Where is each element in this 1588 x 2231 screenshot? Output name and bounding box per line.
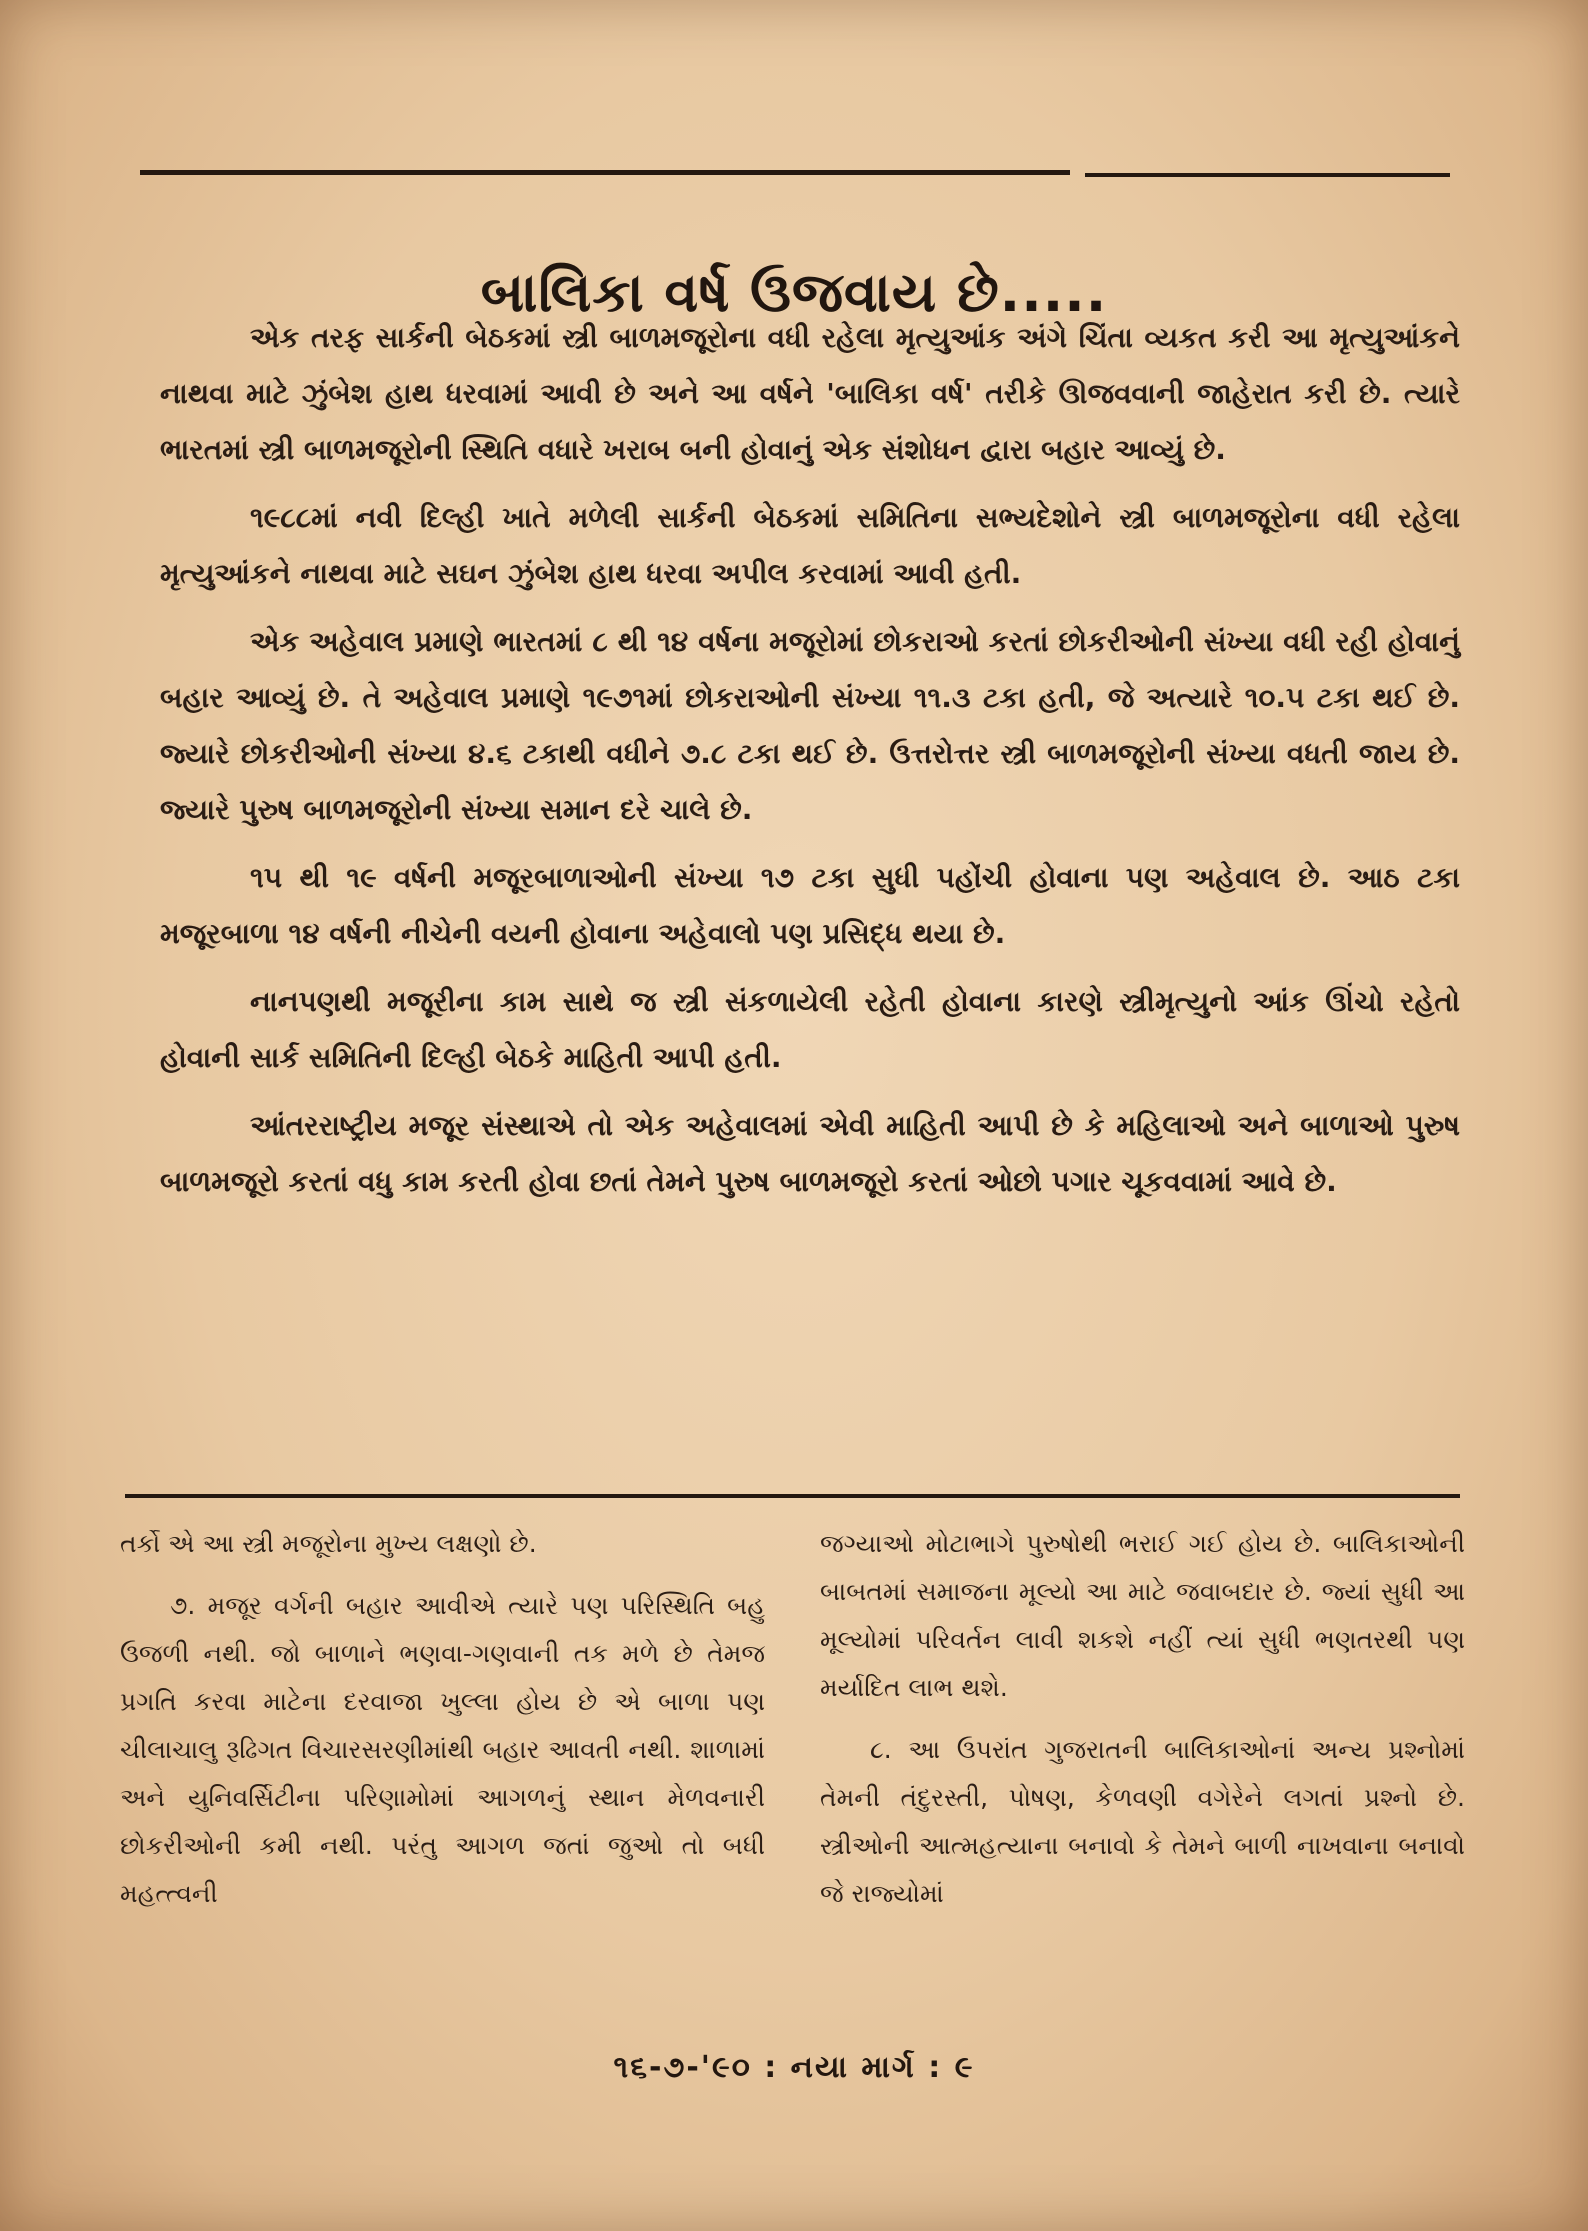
section-divider bbox=[125, 1494, 1460, 1498]
two-column-text bbox=[120, 1520, 1465, 1932]
article-paragraph-2: ૧૯૮૮માં નવી દિલ્હી ખાતે મળેલી સાર્કની બેઠકમાં સમિતિના સભ્યદેશોને સ્ત્રી બાળમજૂરોના વધી રહેલા મૃત્યુઆંકને નાથવા માટે સઘન ઝુંબેશ હાથ ધરવા અપીલ કરવામાં આવી હતી. bbox=[160, 501, 1460, 590]
article-body bbox=[160, 310, 1460, 1222]
article-paragraph-1: એક તરફ સાર્કની બેઠકમાં સ્ત્રી બાળમજૂરોના વધી રહેલા મૃત્યુઆંક અંગે ચિંતા વ્યકત કરી આ મૃત્યુઆંકને નાથવા માટે ઝુંબેશ હાથ ધરવામાં આવી છે અને આ વર્ષને 'બાલિકા વર્ષ' તરીકે ઊજવવાની જાહેરાત કરી છે. ત્યારે ભારતમાં સ્ત્રી બાળમજૂરોની સ્થિતિ વધારે ખરાબ બની હોવાનું એક સંશોધન દ્વારા બહાર આવ્યું છે. bbox=[160, 321, 1460, 466]
top-rule-left bbox=[140, 170, 1070, 175]
right-column-paragraph-1: જગ્યાઓ મોટાભાગે પુરુષોથી ભરાઈ ગઈ હોય છે. બાલિકાઓની બાબતમાં સમાજના મૂલ્યો આ માટે જવાબદાર છે. જ્યાં સુધી આ મૂલ્યોમાં પરિવર્તન લાવી શકશે નહીં ત્યાં સુધી ભણતરથી પણ મર્યાદિત લાભ થશે. bbox=[820, 1529, 1465, 1702]
article-paragraph-5: નાનપણથી મજૂરીના કામ સાથે જ સ્ત્રી સંકળાયેલી રહેતી હોવાના કારણે સ્ત્રીમૃત્યુનો આંક ઊંચો રહેતો હોવાની સાર્ક સમિતિની દિલ્હી બેઠકે માહિતી આપી હતી. bbox=[160, 985, 1460, 1074]
article-paragraph-3: એક અહેવાલ પ્રમાણે ભારતમાં ૮ થી ૧૪ વર્ષના મજૂરોમાં છોકરાઓ કરતાં છોકરીઓની સંખ્યા વધી રહી હોવાનું બહાર આવ્યું છે. તે અહેવાલ પ્રમાણે ૧૯૭૧માં છોકરાઓની સંખ્યા ૧૧.૩ ટકા હતી, જે અત્યારે ૧૦.૫ ટકા થઈ છે. જ્યારે છોકરીઓની સંખ્યા ૪.૬ ટકાથી વધીને ૭.૮ ટકા થઈ છે. ઉત્તરોત્તર સ્ત્રી બાળમજૂરોની સંખ્યા વધતી જાય છે. જ્યારે પુરુષ બાળમજૂરોની સંખ્યા સમાન દરે ચાલે છે. bbox=[160, 625, 1460, 826]
right-column bbox=[820, 1520, 1465, 1932]
left-column bbox=[120, 1520, 765, 1932]
page-footer: ૧૬-૭-'૯૦ : નયા માર્ગ : ૯ bbox=[613, 2050, 975, 2085]
article-paragraph-4: ૧૫ થી ૧૯ વર્ષની મજૂરબાળાઓની સંખ્યા ૧૭ ટકા સુધી પહોંચી હોવાના પણ અહેવાલ છે. આઠ ટકા મજૂરબાળા ૧૪ વર્ષની નીચેની વયની હોવાના અહેવાલો પણ પ્રસિદ્ધ થયા છે. bbox=[160, 861, 1460, 950]
top-rule-right bbox=[1085, 173, 1450, 177]
article-paragraph-6: આંતરરાષ્ટ્રીય મજૂર સંસ્થાએ તો એક અહેવાલમાં એવી માહિતી આપી છે કે મહિલાઓ અને બાળાઓ પુરુષ બાળમજૂરો કરતાં વધુ કામ કરતી હોવા છતાં તેમને પુરુષ બાળમજૂરો કરતાં ઓછો પગાર ચૂકવવામાં આવે છે. bbox=[160, 1109, 1460, 1198]
left-column-paragraph-2: ૭. મજૂર વર્ગની બહાર આવીએ ત્યારે પણ પરિસ્થિતિ બહુ ઉજળી નથી. જો બાળાને ભણવા-ગણવાની તક મળે છે તેમજ પ્રગતિ કરવા માટેના દરવાજા ખુલ્લા હોય છે એ બાળા પણ ચીલાચાલુ રૂઢિગત વિચારસરણીમાંથી બહાર આવતી નથી. શાળામાં અને યુનિવર્સિટીના પરિણામોમાં આગળનું સ્થાન મેળવનારી છોકરીઓની કમી નથી. પરંતુ આગળ જતાં જુઓ તો બધી મહત્ત્વની bbox=[120, 1591, 765, 1908]
article-title: બાલિકા વર્ષ ઉજવાય છે..... bbox=[480, 261, 1108, 325]
right-column-paragraph-2: ૮. આ ઉપરાંત ગુજરાતની બાલિકાઓનાં અન્ય પ્રશ્નોમાં તેમની તંદુરસ્તી, પોષણ, કેળવણી વગેરેને લગતાં પ્રશ્નો છે. સ્ત્રીઓની આત્મહત્યાના બનાવો કે તેમને બાળી નાખવાના બનાવો જે રાજ્યોમાં bbox=[820, 1735, 1465, 1908]
left-column-paragraph-1: તર્કો એ આ સ્ત્રી મજૂરોના મુખ્ય લક્ષણો છે. bbox=[120, 1529, 537, 1558]
